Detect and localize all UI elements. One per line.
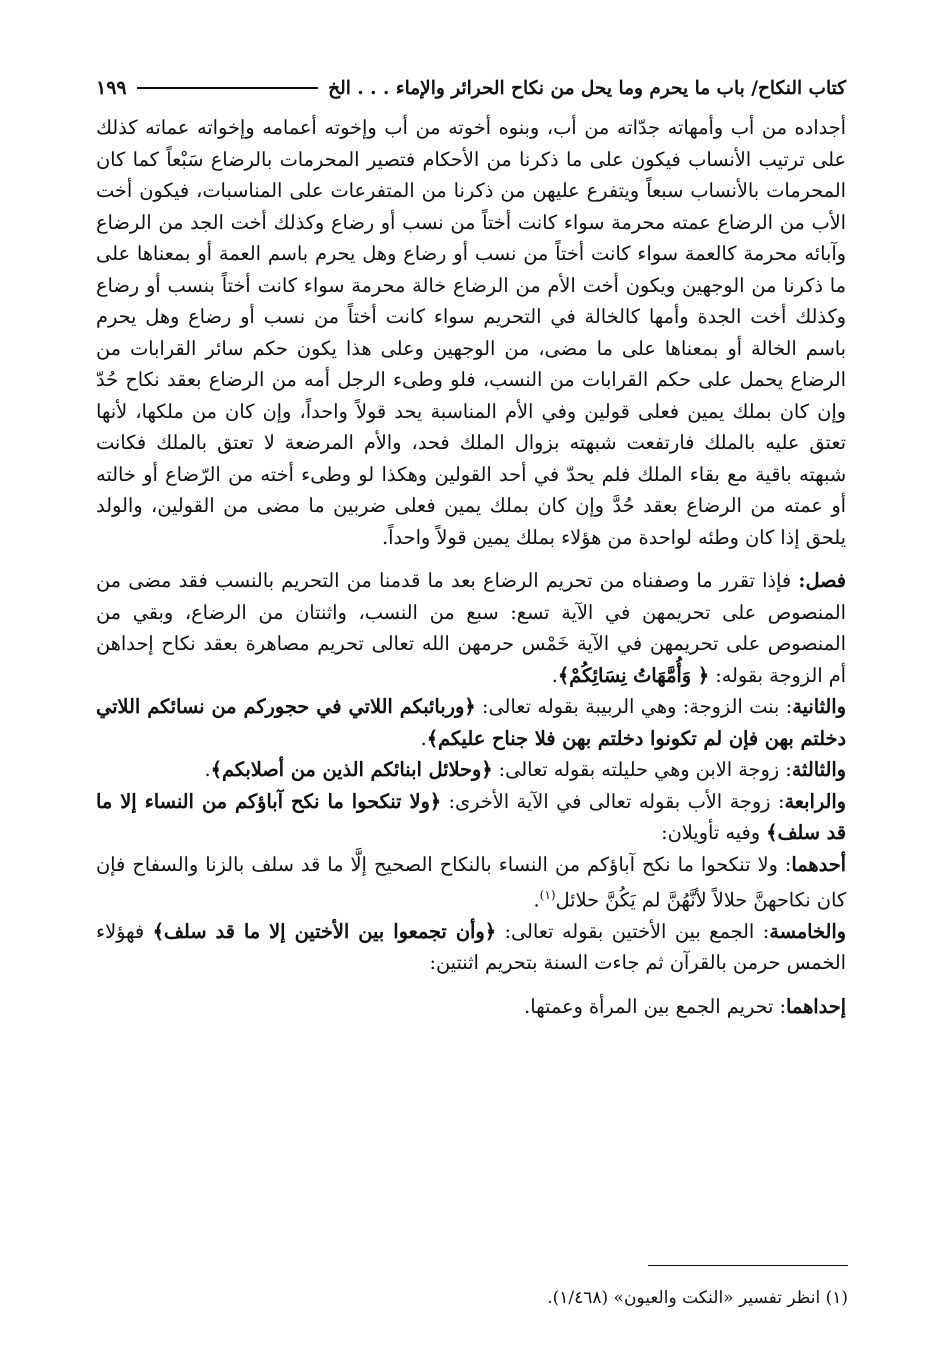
interpretation-text: : ولا تنكحوا ما نكح آباؤكم من النساء بالنكاح الصحيح إلَّا ما قد سلف بالزنا والسفاح فإن كان نكاحهنَّ حلالاً لأنَّهُنَّ لم يَكُنَّ حلائل [96,852,846,912]
footnote-reference[interactable]: (١) [539,888,556,902]
sunnah-first-text: : تحريم الجمع بين المرأة وعمتها. [524,994,787,1018]
fifth-end: فهؤلاء الخمس حرمن بالقرآن ثم جاءت السنة بتحريم اثنتين: [96,919,846,975]
sunnah-first-heading: إحداهما [786,994,846,1018]
third-heading: والثالثة [791,758,846,781]
quran-verse-5: ﴿وأن تجمعوا بين الأختين إلا ما قد سلف﴾ [152,919,496,943]
quran-verse-3: ﴿وحلائل ابنائكم الذين من أصلابكم﴾ [210,758,493,781]
page-number: ١٩٩ [96,77,127,99]
second-heading: والثانية [792,695,846,718]
footnote: (١) انظر تفسير «النكت والعيون» (١/٤٦٨). [547,1288,848,1308]
third-end: . [204,758,211,781]
paragraph-fifth [96,916,846,979]
fourth-heading: والرابعة [784,789,846,813]
paragraph-first-interpretation [96,849,846,916]
paragraph-sunnah-first [96,991,846,1023]
second-text: : بنت الزوجة: وهي الربيبة بقوله تعالى: [475,695,793,718]
paragraph-fasl [96,565,846,691]
paragraph-1 [96,112,846,553]
paragraph-second [96,691,846,754]
footnote-divider [648,1265,848,1266]
paragraph-fourth [96,786,846,849]
second-end: . [420,726,427,750]
fasl-heading: فصل: [798,569,846,592]
interpretation-end: . [533,888,540,912]
quran-verse-4: ﴿ولا تنكحوا ما نكح آباؤكم من النساء إلا ما قد سلف﴾ [96,789,846,844]
paragraph-1-text: أجداده من أب وأمهاته جدّاته من أب، وبنوه أخوته من أب وإخوته أعمامه وإخواته عماته كذلك على ترتيب الأنساب فيكون على ما ذكرنا من الأحكام فتصير المحرمات بالرضاع سَبْعاً كما كان المحرمات بالأنساب سبعاً ويتفرع عليهن من ذكرنا من المتفرعات على المناسبات، فيكون أخت الأب من الرضاع عمته محرمة سواء كانت أختاً من نسب أو رضاع وكذلك أخت الجد من الرضاع وآبائه محرمة كالعمة سواء كانت أختاً من نسب أو رضاع وهل يحرم باسم العمة أو بمعناها على ما ذكرنا من الوجهين ويكون أخت الأم من الرضاع خالة محرمة سواء كانت أختاً بنسب أو رضاع وكذلك أخت الجدة وأمها كالخالة في التحريم سواء كانت أختاً من نسب أو رضاع وهل يحرم باسم الخالة أو بمعناها على ما مضى، من الوجهين وعلى هذا يكون حكم سائر القرابات من الرضاع يحمل على حكم القرابات من النسب، فلو وطىء الرجل أمه من الرضاع بعقد نكاح حُدّ وإن كان بملك يمين فعلى قولين وفي الأم المناسبة يحد قولاً واحداً، وإن كان من ملكها، لأنها تعتق عليه بالملك فارتفعت شبهته بزوال الملك فحد، والأم المرضعة لا تعتق بالملك فكانت شبهته باقية مع بقاء الملك فلم يحدّ في أحد القولين وهكذا لو وطىء أخته من الرّضاع أو خالته أو عمته من الرضاع بعقد حُدَّ وإن كان بملك يمين فعلى ضربين ما مضى من القولين، والولد يلحق إذا كان وطئه لواحدة من هؤلاء بملك يمين قولاً واحداً. [96,116,846,549]
fourth-end: وفيه تأويلان: [661,821,767,844]
fasl-text: فإذا تقرر ما وصفناه من تحريم الرضاع بعد ما قدمنا من التحريم بالنسب فقد مضى من المنصوص على تحريمهن في الآية تسع: سبع من النسب، واثنتان من الرضاع، وبقي من المنصوص على تحريمهن في الآية خَمْس حرمهن الله تعالى تحريم مصاهرة بعقد نكاح إحداهن أم الزوجة بقوله: [96,569,846,687]
fifth-heading: والخامسة [769,919,846,943]
interpretation-heading: أحدهما [791,852,846,876]
quran-verse-2: ﴿وربائبكم اللاتي في حجوركم من نسائكم اللاتي دخلتم بهن فإن لم تكونوا دخلتم بهن فلا جناح عليكم﴾ [96,695,846,750]
paragraph-third [96,754,846,786]
running-header [96,70,846,106]
main-text [96,112,846,1022]
third-text: : زوجة الابن وهي حليلته بقوله تعالى: [492,758,792,781]
fourth-text: : زوجة الأب بقوله تعالى في الآية الأخرى: [441,789,785,813]
header-rule [137,87,319,89]
quran-verse-1: ﴿ وَأُمَّهَاتُ نِسَائِكُمْ﴾ [557,663,710,687]
fasl-end: . [551,663,558,687]
fifth-text: : الجمع بين الأختين بقوله تعالى: [496,919,770,943]
header-title: كتاب النكاح/ باب ما يحرم وما يحل من نكاح الحرائر والإماء . . . الخ [328,77,846,99]
